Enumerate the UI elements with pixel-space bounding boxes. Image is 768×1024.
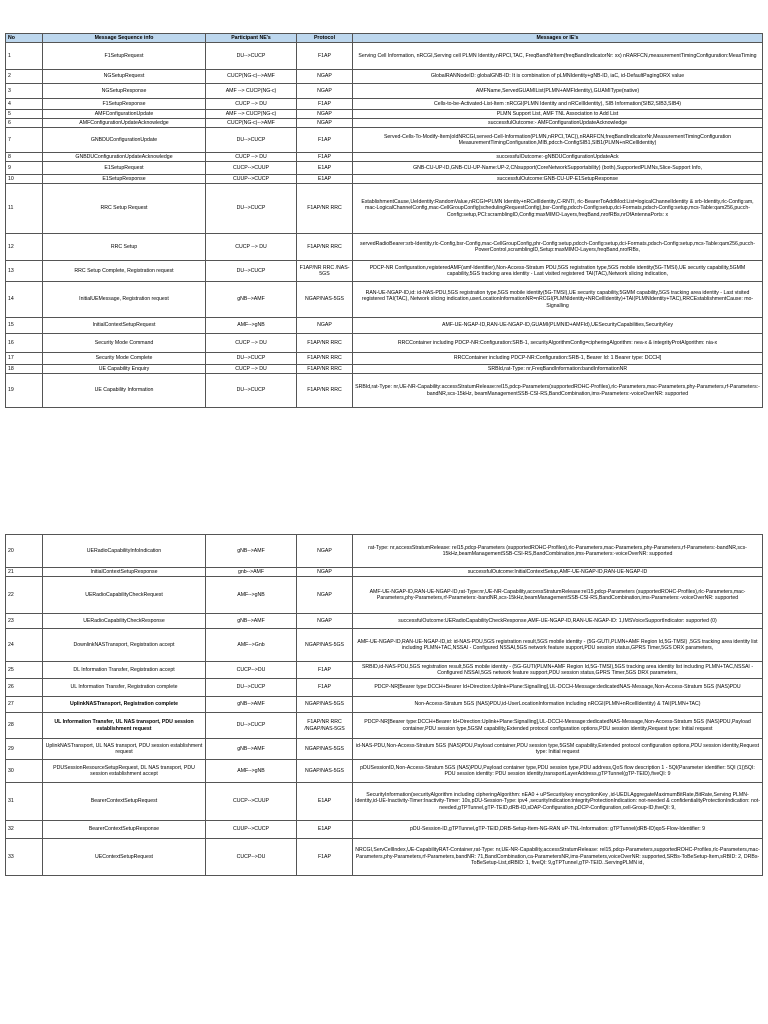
protocol: NGAP	[297, 577, 353, 614]
row-number: 22	[6, 577, 43, 614]
participant-nes: CUCP --> DU	[206, 153, 297, 162]
protocol: F1AP/NR RRC	[297, 334, 353, 353]
row-number: 10	[6, 175, 43, 184]
table-row	[6, 162, 763, 175]
table-row	[6, 99, 763, 110]
messages-ies: NRCGI,ServCellIndex,UE-CapabilityRAT-Container,rat-Type: nr,UE-NR-Capability,accessStratumRelease: rel15,pdcp-Parameters,supportedROHC-Profiles,rlc-Parameters,mac-Parameters,phy-Parameters,rf-Parameters,bandNR: 71,BandCombination,ca-ParametersNR,ims-Parameters,voiceOverNR: supported,SRBs-ToBeSetup-Item,sRBID: 2, DRBs-ToBeSetup-List,dRBID: 1, fiveQI: 9,gTPTunnel,gTP-TEID..ServingPLMN id,	[353, 839, 763, 876]
table-row	[6, 84, 763, 99]
messages-ies: SRBId,rat-Type: nr,FreqBandInformation:bandInformationNR	[353, 365, 763, 374]
messages-ies: SecurityInformation(securityAlgorithm including cipheringAlgorithm: nEA0 + uPSecuritykey encryptionKey ,id-UEDLAggregateMaximumBitRate,BitRate,Serving PLMN-Identity,id-UE-Inactivity-Timer:Inactivity-Timer: 10s,pDU-Session-Type: ipv4 ,securityIndication:integrityProtectionIndication: not-needed & confidentialityProtectionIndication: not-needed,gTPTunnel,gTP-TEID,dRB-ID,sDAP-Configuration,pDCP-Configuration,cell-Group-ID,fiveQI: 9,	[353, 783, 763, 821]
row-number: 7	[6, 128, 43, 153]
message-sequence: NGSetupResponse	[43, 84, 206, 99]
row-number: 16	[6, 334, 43, 353]
protocol: F1AP	[297, 839, 353, 876]
participant-nes: DU-->CUCP	[206, 128, 297, 153]
table-body-page-1	[6, 43, 763, 408]
message-sequence: UE Capability Information	[43, 374, 206, 408]
table-row	[6, 713, 763, 739]
header-no: No	[6, 34, 43, 43]
table-row	[6, 821, 763, 839]
participant-nes: gNB-->AMF	[206, 739, 297, 760]
participant-nes: AMF-->gNB	[206, 760, 297, 783]
protocol: F1AP/NR RRC	[297, 365, 353, 374]
table-row	[6, 783, 763, 821]
header-protocol: Protocol	[297, 34, 353, 43]
message-sequence: InitialContextSetupResponse	[43, 568, 206, 577]
header-participants: Participant NE's	[206, 34, 297, 43]
table-row	[6, 110, 763, 119]
participant-nes: AMF --> CUCP(NG-c)	[206, 110, 297, 119]
message-sequence: UERadioCapabilityCheckRequest	[43, 577, 206, 614]
messages-ies: successfulOutcome:UERadioCapabilityCheckResponse,AMF-UE-NGAP-ID,RAN-UE-NGAP-ID: 1,IMSVoiceSupportIndicator: supported (0)	[353, 614, 763, 629]
message-sequence: NGSetupRequest	[43, 70, 206, 84]
messages-ies: rat-Type: nr,accessStratumRelease: rel15,pdcp-Parameters (supportedROHC-Profiles),rlc-Parameters,mac-Parameters,phy-Parameters,rf-Parameters:-bandNR,scs-15kHz,beamManagementSSB-CSI-RS,BandCombination,ims-Parameters:-voiceOverNR: supported	[353, 535, 763, 568]
header-row	[6, 34, 763, 43]
message-sequence: UEContextSetupRequest	[43, 839, 206, 876]
protocol: NGAP/NAS-5GS	[297, 760, 353, 783]
row-number: 20	[6, 535, 43, 568]
header-sequence: Message Sequence info	[43, 34, 206, 43]
message-sequence: AMFConfigurationUpdateAcknowledge	[43, 119, 206, 128]
messages-ies: RRCContainer including PDCP-NR:Configuration:SRB-1, Bearer Id: 1 Bearer type: DCCH]	[353, 353, 763, 365]
participant-nes: CUCP-->CUUP	[206, 783, 297, 821]
participant-nes: AMF-->gNB	[206, 318, 297, 334]
participant-nes: CUCP(NG-c)-->AMF	[206, 119, 297, 128]
message-sequence: UL Information Transfer, Registration complete	[43, 679, 206, 697]
message-sequence: F1SetupRequest	[43, 43, 206, 70]
row-number: 18	[6, 365, 43, 374]
messages-ies: RRCContainer including PDCP-NR:Configuration:SRB-1, securityAlgorithmConfig=cipheringAlgorithm: nea-x & integrityProtAlgorithm: nia-x	[353, 334, 763, 353]
table-row	[6, 365, 763, 374]
protocol: NGAP	[297, 84, 353, 99]
protocol: F1AP/NR RRC /NAS-5GS	[297, 261, 353, 282]
message-sequence: UE Capability Enquiry	[43, 365, 206, 374]
message-sequence: InitialUEMessage, Registration request	[43, 282, 206, 318]
protocol: NGAP	[297, 614, 353, 629]
row-number: 17	[6, 353, 43, 365]
participant-nes: AMF --> CUCP(NG-c)	[206, 84, 297, 99]
messages-ies: Non-Access-Stratum 5GS (NAS)PDU,id-UserLocationInformation including nRCGI(PLMN+nRcellIdentity) & TAI(PLMN+TAC)	[353, 697, 763, 713]
protocol: E1AP	[297, 821, 353, 839]
message-sequence: InitialContextSetupRequest	[43, 318, 206, 334]
message-sequence: F1SetupResponse	[43, 99, 206, 110]
protocol: NGAP	[297, 70, 353, 84]
row-number: 19	[6, 374, 43, 408]
message-sequence: RRC Setup	[43, 234, 206, 261]
message-sequence: BearerContextSetupRequest	[43, 783, 206, 821]
message-sequence: E1SetupRequest	[43, 162, 206, 175]
table-row	[6, 697, 763, 713]
table-row	[6, 739, 763, 760]
row-number: 13	[6, 261, 43, 282]
participant-nes: AMF-->Gnb	[206, 629, 297, 662]
participant-nes: DU-->CUCP	[206, 353, 297, 365]
protocol: F1AP/NR RRC /NGAP/NAS-5GS	[297, 713, 353, 739]
participant-nes: gNB-->AMF	[206, 697, 297, 713]
table-row	[6, 43, 763, 70]
messages-ies: successfulOutcome:InitialContextSetup,AMF-UE-NGAP-ID,RAN-UE-NGAP-ID	[353, 568, 763, 577]
message-table-page-1	[5, 33, 763, 408]
protocol: NGAP/NAS-5GS	[297, 739, 353, 760]
participant-nes: DU-->CUCP	[206, 713, 297, 739]
messages-ies: successfulOutcome:GNB-CU-UP-E1SetupResponse	[353, 175, 763, 184]
messages-ies: PDCP-NR[Bearer type:DCCH+Bearer Id+Direction:Uplink+Plane:Signalling],UL-DCCH-Message:dedicatedNAS-Message,Non-Access-Stratum 5GS (NAS)PDU,Payload container,PDU session type,5GSM capability,Extended protocol configuration options,PDU session identity,Request type: Initial request	[353, 713, 763, 739]
table-row	[6, 614, 763, 629]
protocol: NGAP	[297, 110, 353, 119]
message-sequence: Security Mode Command	[43, 334, 206, 353]
row-number: 15	[6, 318, 43, 334]
protocol: F1AP/NR RRC	[297, 234, 353, 261]
participant-nes: CUCP-->CUUP	[206, 162, 297, 175]
protocol: NGAP	[297, 568, 353, 577]
messages-ies: RAN-UE-NGAP-ID,id: id-NAS-PDU,5GS registration type,5GS mobile identity(5G-TMSI),UE security capability,5GMM capability,5GS tracking area identity - Last visited registered TAI(TAC), Network slicing indication,userLocationInformationNR=nRCGI(PLMNIdentity+NRCellIdentity)+TAI(PLMNIdentity+TAC),RRCEstablishmentCause: mo-Signalling	[353, 282, 763, 318]
message-sequence: UL Information Transfer, UL NAS transport, PDU session establishment request	[43, 713, 206, 739]
protocol: F1AP	[297, 43, 353, 70]
table-body-page-2	[6, 535, 763, 876]
table-row	[6, 318, 763, 334]
table-row	[6, 760, 763, 783]
messages-ies: SRBID,id-NAS-PDU,5GS registration result,5GS mobile identity - (5G-GUTI(PLMN+AMF Region Id,5G-TMSI),5GS tracking area identity list including PLMN+TAC,NSSAI - Configured NSSAI,5GS network feature support,PDU session status,GPRS Timer,5GS DRX parameters,	[353, 662, 763, 679]
protocol: F1AP	[297, 679, 353, 697]
protocol: F1AP/NR RRC	[297, 184, 353, 234]
protocol: E1AP	[297, 783, 353, 821]
row-number: 12	[6, 234, 43, 261]
row-number: 1	[6, 43, 43, 70]
messages-ies: id-NAS-PDU,Non-Access-Stratum 5GS (NAS)PDU,Payload container,PDU session type,5GSM capability,Extended protocol configuration options,PDU session identity,Request type: Initial request	[353, 739, 763, 760]
participant-nes: AMF-->gNB	[206, 577, 297, 614]
row-number: 27	[6, 697, 43, 713]
messages-ies: successfulOutcome:-gNBDUConfigurationUpdateAck	[353, 153, 763, 162]
participant-nes: DU-->CUCP	[206, 374, 297, 408]
row-number: 24	[6, 629, 43, 662]
protocol: NGAP/NAS-5GS	[297, 697, 353, 713]
protocol: F1AP/NR RRC	[297, 374, 353, 408]
table-row	[6, 662, 763, 679]
participant-nes: CUCP-->DU	[206, 662, 297, 679]
participant-nes: CUCP --> DU	[206, 365, 297, 374]
participant-nes: CUCP(NG-c)-->AMF	[206, 70, 297, 84]
table-row	[6, 184, 763, 234]
participant-nes: DU-->CUCP	[206, 184, 297, 234]
message-sequence: UplinkNASTransport, Registration complete	[43, 697, 206, 713]
participant-nes: CUUP-->CUCP	[206, 821, 297, 839]
messages-ies: GNB-CU-UP-ID,GNB-CU-UP-Name:UP-2,CNsupport(CoreNetworkSupportability) (both),SupportedPLMNs,Slice-Support Info,	[353, 162, 763, 175]
protocol: NGAP	[297, 318, 353, 334]
protocol: F1AP	[297, 153, 353, 162]
messages-ies: PLMN Support List, AMF TNL Association to Add List	[353, 110, 763, 119]
row-number: 25	[6, 662, 43, 679]
message-sequence: GNBDUConfigurationUpdateAcknowledge	[43, 153, 206, 162]
row-number: 23	[6, 614, 43, 629]
protocol: E1AP	[297, 175, 353, 184]
table-row	[6, 629, 763, 662]
table-row	[6, 70, 763, 84]
row-number: 26	[6, 679, 43, 697]
row-number: 5	[6, 110, 43, 119]
table-row	[6, 568, 763, 577]
protocol: NGAP/NAS-5GS	[297, 282, 353, 318]
table-row	[6, 282, 763, 318]
table-row	[6, 679, 763, 697]
messages-ies: servedRadioBearer:srb-Identity,rlc-Config,bsr-Config,mac-CellGroupConfig,phr-Config:setup,pdcch-Config:setup,dci-Formats,pdsch-Config:setup,mcs-Table:qam256,pucch-PowerControl,scramblingID,Setup:maxMIMO-Layers,freqBand,nrofRBs,	[353, 234, 763, 261]
messages-ies: GlobalRANNodeID: globalGNB-ID: It is combination of pLMNIdentity+gNB-ID, iaC, id-DefaultPagingDRX value	[353, 70, 763, 84]
row-number: 6	[6, 119, 43, 128]
table-row	[6, 261, 763, 282]
protocol: NGAP	[297, 119, 353, 128]
participant-nes: CUCP-->DU	[206, 839, 297, 876]
message-sequence: AMFConfigurationUpdate	[43, 110, 206, 119]
messages-ies: AMF-UE-NGAP-ID,RAN-UE-NGAP-ID,rat-Type:nr,UE-NR-Capability,accessStratumRelease:rel15,pdcp-Parameters (supportedROHC-Profiles),rlc-Parameters,mac-Parameters,phy-Parameters,rf-Parameters:-bandNR,scs-15kHz,beamManagementSSB-CSI-RS,BandCombination,ims-Parameters:-voiceOverNR: supported	[353, 577, 763, 614]
participant-nes: gnb-->AMF	[206, 568, 297, 577]
messages-ies: Serving Cell Information, nRCGI,Serving cell PLMN Identity,nRPCI,TAC, FreqBandNrItem(freqBandIndicatorNr: xx) nRARFCN,measurementTimingConfiguration:MeasTiming	[353, 43, 763, 70]
table-row	[6, 175, 763, 184]
message-sequence: DL Information Transfer, Registration accept	[43, 662, 206, 679]
participant-nes: CUCP --> DU	[206, 234, 297, 261]
participant-nes: DU-->CUCP	[206, 679, 297, 697]
row-number: 11	[6, 184, 43, 234]
participant-nes: gNB-->AMF	[206, 614, 297, 629]
row-number: 28	[6, 713, 43, 739]
participant-nes: DU-->CUCP	[206, 261, 297, 282]
protocol: NGAP/NAS-5GS	[297, 629, 353, 662]
participant-nes: gNB-->AMF	[206, 535, 297, 568]
protocol: F1AP	[297, 662, 353, 679]
protocol: E1AP	[297, 162, 353, 175]
table-row	[6, 374, 763, 408]
table-row	[6, 334, 763, 353]
header-messages: Messages or IE's	[353, 34, 763, 43]
table-row	[6, 128, 763, 153]
participant-nes: CUCP --> DU	[206, 99, 297, 110]
message-sequence: RRC Setup Complete, Registration request	[43, 261, 206, 282]
participant-nes: CUUP-->CUCP	[206, 175, 297, 184]
message-sequence: PDUSessionResourceSetupRequest, DL NAS transport, PDU session establishment accept	[43, 760, 206, 783]
message-sequence: Security Mode Complete	[43, 353, 206, 365]
row-number: 29	[6, 739, 43, 760]
row-number: 33	[6, 839, 43, 876]
row-number: 4	[6, 99, 43, 110]
protocol: NGAP	[297, 535, 353, 568]
messages-ies: Served-Cells-To-Modify-Item(oldNRCGI,served-Cell-Information(PLMN,nRPCI,TAC)),nRARFCN,freqBandIndicatorNr,MeasurementTimingConfiguration MeasurementTimingConfiguration,MIB,pdcch-ConfigSIB1,SIB1(PLMN+nRCellIdentity)	[353, 128, 763, 153]
row-number: 14	[6, 282, 43, 318]
participant-nes: CUCP --> DU	[206, 334, 297, 353]
protocol: F1AP	[297, 128, 353, 153]
messages-ies: PDCP-NR[Bearer type:DCCH+Bearer Id+Direction:Uplink+Plane:Signalling],UL-DCCH-Message:dedicatedNAS-Message,Non-Access-Stratum 5GS (NAS)PDU	[353, 679, 763, 697]
table-row	[6, 234, 763, 261]
protocol: F1AP	[297, 99, 353, 110]
messages-ies: Cells-to-be-Activated-List-Item :nRCGI(PLMN Identity and nRCellIdentity), SIB Information(SIB2,SIB3,SIB4)	[353, 99, 763, 110]
messages-ies: pDU-Session-ID,gTPTunnel,gTP-TEID,DRB-Setup-Item-NG-RAN uP-TNL-Information: gTPTunnel(dRB-ID)qoS-Flow-Identifier: 9	[353, 821, 763, 839]
row-number: 2	[6, 70, 43, 84]
message-sequence: RRC Setup Request	[43, 184, 206, 234]
message-sequence: UplinkNASTransport, UL NAS transport, PDU session establishment request	[43, 739, 206, 760]
messages-ies: AMFName,ServedGUAMIList(PLMN+AMFIdentity),GUAMIType(native)	[353, 84, 763, 99]
messages-ies: AMF-UE-NGAP-ID,RAN-UE-NGAP-ID,id: id-NAS-PDU,5GS registration result,5GS mobile identity - (5G-GUTI,PLMN+AMF Region Id,5G-TMSI) ,5GS tracking area identity list including PLMN+TAC,NSSAI - Configured NSSAI,5GS network feature support,PDU session status,GPRS Timer,5GS DRX parameters,	[353, 629, 763, 662]
message-sequence: UERadioCapabilityCheckResponse	[43, 614, 206, 629]
table-row	[6, 535, 763, 568]
table-row	[6, 839, 763, 876]
messages-ies: SRBId,rat-Type: nr,UE-NR-Capability:accessStratumRelease:rel15,pdcp-Parameters(supportedROHC-Profiles),rlc-Parameters,mac-Parameters,phy-Parameters,rf-Parameters:-bandNR,scs-15kHz, beamManagementSSB-CSI-RS,BandCombination,ims-Parameters:-voiceOverNR: supported	[353, 374, 763, 408]
participant-nes: gNB-->AMF	[206, 282, 297, 318]
table-row	[6, 353, 763, 365]
row-number: 32	[6, 821, 43, 839]
row-number: 8	[6, 153, 43, 162]
message-sequence: DownlinkNASTransport, Registration accept	[43, 629, 206, 662]
message-sequence: UERadioCapabilityInfoIndication	[43, 535, 206, 568]
row-number: 30	[6, 760, 43, 783]
message-table-page-2	[5, 534, 763, 876]
message-sequence: BearerContextSetupResponse	[43, 821, 206, 839]
messages-ies: AMF-UE-NGAP-ID,RAN-UE-NGAP-ID,GUAMI(PLMNID+AMFId),UESecurityCapabilities,SecurityKey	[353, 318, 763, 334]
row-number: 3	[6, 84, 43, 99]
messages-ies: PDCP-NR Configuration,registeredAMF(amf-Identifier),Non-Access-Stratum PDU,5GS registration type,5GS mobile identity(5G-TMSI),UE security capability,5GMM capability,5GS tracking area identity - Last visited registered TAI(TAC),Network slicing indication,	[353, 261, 763, 282]
messages-ies: successfulOutcome:- AMFConfigurationUpdateAcknowledge	[353, 119, 763, 128]
table-row	[6, 153, 763, 162]
row-number: 31	[6, 783, 43, 821]
participant-nes: DU-->CUCP	[206, 43, 297, 70]
protocol: F1AP/NR RRC	[297, 353, 353, 365]
row-number: 21	[6, 568, 43, 577]
message-sequence: GNBDUConfigurationUpdate	[43, 128, 206, 153]
message-sequence: E1SetupResponse	[43, 175, 206, 184]
messages-ies: EstablishmentCause,UeIdentity:RandomValue,nRCGI=PLMN Identity+nRCellIdentity,C-RNTI, rlc-BearerToAddMod:List=logicalChannelIdentity & srb-Identity,rlc-Config:am, mac-LogicalChannelConfig,mac-CellGroupConfig(schedulingRequestConfig),bsr-Config,pdcch-Config:setup,dci-Formats,pdsch-Config:setup,mcs-Table:qam256,pucch-Config:setup,PCI:scramblingID,Config:maxMIMO-Layers,freqBand,nrofRBs,nrOfAntennaPorts: x	[353, 184, 763, 234]
table-row	[6, 577, 763, 614]
row-number: 9	[6, 162, 43, 175]
table-row	[6, 119, 763, 128]
messages-ies: pDUSessionID,Non-Access-Stratum 5GS (NAS)PDU,Payload container type,PDU session type,PDU address,QoS flow description 1 - 5QI(Parameter identifier: 5QI (1))5QI: PDU session identity: PDU session identity,transportLayerAddress,gTPTunnel(gTP-TEID),fiveQI: 9	[353, 760, 763, 783]
